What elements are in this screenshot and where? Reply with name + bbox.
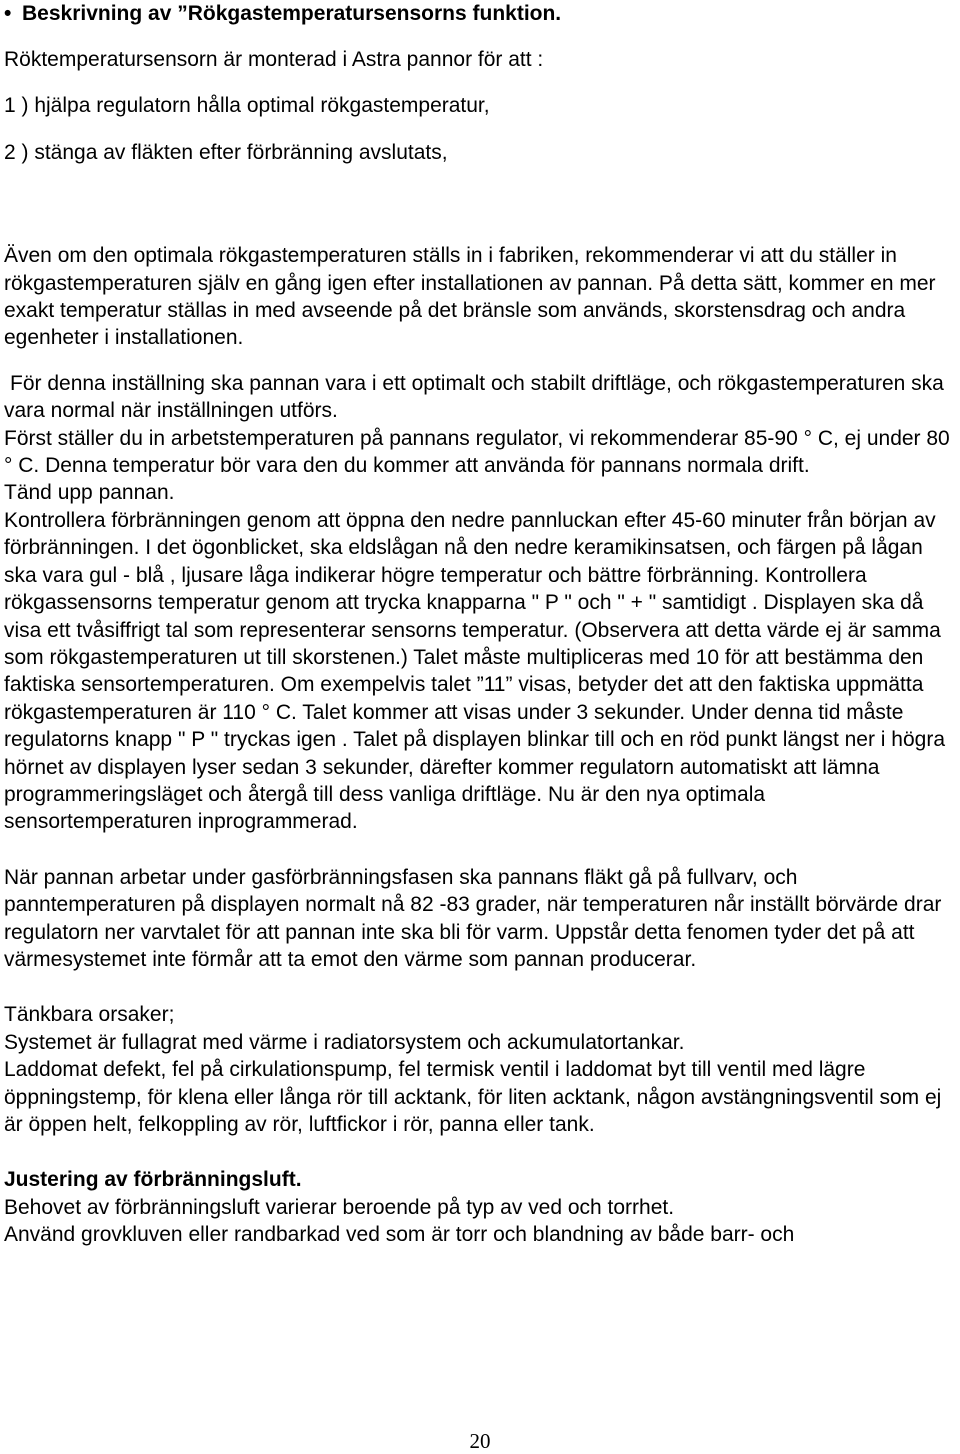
paragraph-gasification-phase: När pannan arbetar under gasförbränningsfasen ska pannans fläkt gå på fullvarv, och panntemperaturen på displayen normalt nå 82 -83 grader, när temperaturen når inställt börvärde drar regulatorn ner varvtalet för att pannan inte ska bli för varm. Uppstår detta fenomen tyder det på att värmesystemet inte förmår att ta emot den värme som pannan producerar.	[4, 865, 942, 971]
intro-line: Röktemperatursensorn är monterad i Astra pannor för att :	[4, 48, 544, 71]
intro-list-item-2: 2 ) stänga av fläkten efter förbränning avslutats,	[4, 140, 448, 164]
document-page	[4, 0, 956, 1249]
causes-title: Tänkbara orsaker;	[4, 1003, 175, 1027]
intro-list-item-1: 1 ) hjälpa regulatorn hålla optimal rökgastemperatur,	[4, 94, 490, 118]
section-heading-combustion-air: Justering av förbränningsluft.	[4, 1168, 302, 1192]
bullet-icon: •	[4, 2, 12, 25]
combustion-air-line-1: Behovet av förbränningsluft varierar beroende på typ av ved och torrhet.	[4, 1195, 675, 1219]
cause-item-2: Laddomat defekt, fel på cirkulationspump, fel termisk ventil i laddomat byt till ventil med lägre öppningstemp, för klena eller långa rör till acktank, för liten acktank, någon avstängningsventil som ej är öppen helt, felkoppling av rör, luftfickor i rör, panna eller tank.	[4, 1058, 942, 1136]
combustion-air-line-2: Använd grovkluven eller randbarkad ved som är torr och blandning av både barr- och	[4, 1223, 795, 1247]
paragraph-check-combustion: Kontrollera förbränningen genom att öppna den nedre pannluckan efter 45-60 minuter från början av förbränningen. I det ögonblicket, ska eldslågan nå den nedre keramikinsatsen, och färgen på lågan ska vara gul - blå , ljusare låga indikerar högre temperatur och bättre förbränning. Kontrollera rökgassensorns temperatur genom att trycka knapparna " P " och " + " samtidigt . Displayen ska då visa ett tvåsiffrigt tal som representerar sensorns temperatur. (Observera att detta värde ej är samma som rökgastemperaturen ut till skorstenen.) Talet måste multipliceras med 10 för att bestämma den faktiska sensortemperaturen. Om exempelvis talet ”11” visas, betyder det att den faktiska uppmätta rökgastemperaturen är 110 ° C. Talet kommer att visas under 3 sekunder. Under denna tid måste regulatorns knapp " P " tryckas igen . Talet på displayen blinkar till och en röd punkt längst ner i högra hörnet av displayen lyser sedan 3 sekunder, därefter kommer regulatorn automatiskt att lämna programmeringsläget och återgå till dess vanliga driftläge. Nu är den nya optimala sensortemperaturen inprogrammerad.	[4, 508, 946, 834]
section-heading-text: Beskrivning av ”Rökgastemperatursensorns funktion.	[22, 2, 562, 25]
paragraph-light-boiler: Tänd upp pannan.	[4, 481, 175, 505]
page-number: 20	[469, 1429, 491, 1453]
paragraph-factory-setting: Även om den optimala rökgastemperaturen ställs in i fabriken, rekommenderar vi att du ställer in rökgastemperaturen själv en gång igen efter installationen av pannan. På detta sätt, kommer en mer exakt temperatur ställas in med avseende på det bränsle som används, skorstensdrag och andra egenheter i installationen.	[4, 244, 936, 350]
paragraph-working-temperature: Först ställer du in arbetstemperaturen på pannans regulator, vi rekommenderar 85-90 ° C, ej under 80 ° C. Denna temperatur bör vara den du kommer att använda för pannans normala drift.	[4, 426, 950, 478]
section-heading-sensor-function	[4, 0, 956, 27]
paragraph-setting-condition: För denna inställning ska pannan vara i ett optimalt och stabilt driftläge, och rökgastemperaturen ska vara normal när inställningen utförs.	[4, 371, 944, 423]
cause-item-1: Systemet är fullagrat med värme i radiatorsystem och ackumulatortankar.	[4, 1030, 685, 1054]
